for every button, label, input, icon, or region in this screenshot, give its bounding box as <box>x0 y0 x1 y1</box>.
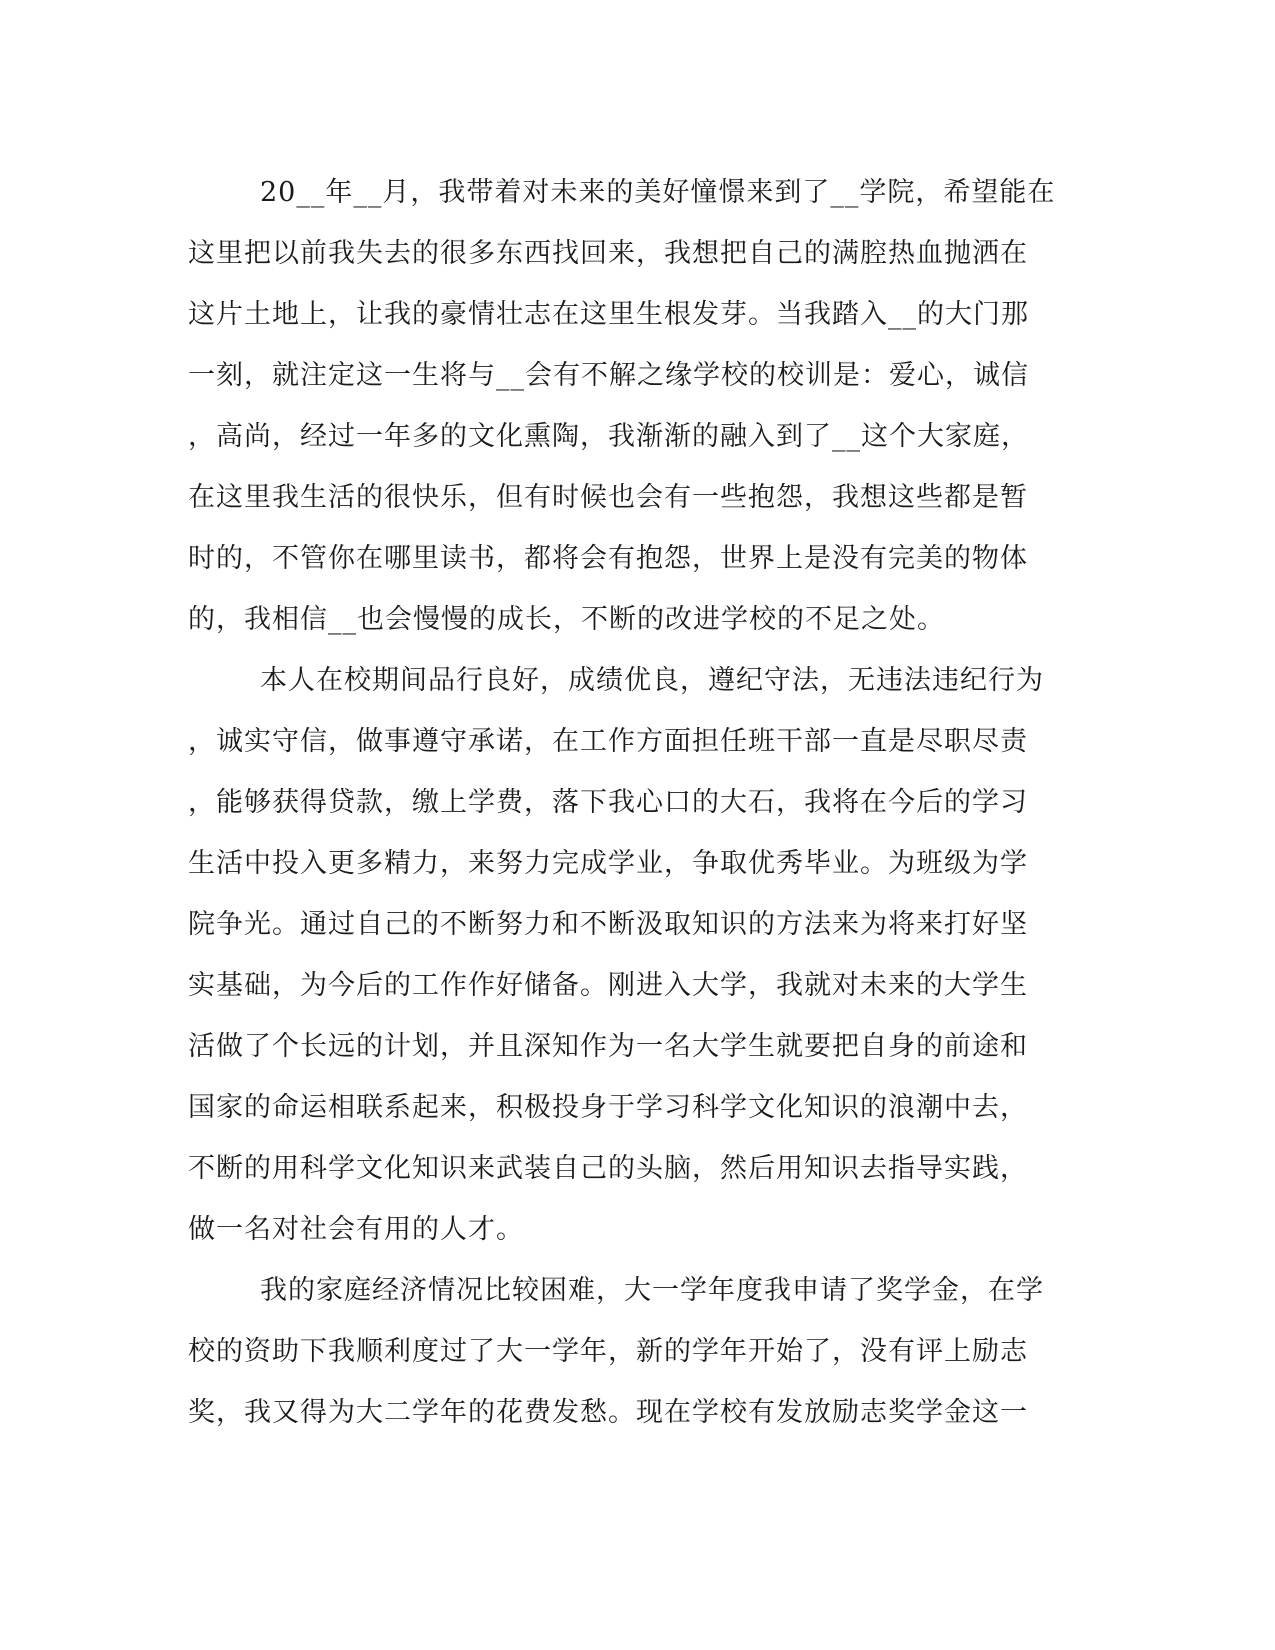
paragraph-2 <box>188 650 1068 1260</box>
text-line: 时的，不管你在哪里读书，都将会有抱怨，世界上是没有完美的物体 <box>188 543 1028 574</box>
text-line: 校的资助下我顺利度过了大一学年，新的学年开始了，没有评上励志 <box>188 1336 1028 1367</box>
paragraph-3 <box>188 1260 1068 1443</box>
text-line: ，高尚，经过一年多的文化熏陶，我渐渐的融入到了__这个大家庭， <box>188 421 1029 452</box>
text-line: 国家的命运相联系起来，积极投身于学习科学文化知识的浪潮中去， <box>188 1092 1028 1123</box>
paragraph-1 <box>188 162 1068 650</box>
text-line: 不断的用科学文化知识来武装自己的头脑，然后用知识去指导实践， <box>188 1153 1028 1184</box>
text-line: 实基础，为今后的工作作好储备。刚进入大学，我就对未来的大学生 <box>188 970 1028 1001</box>
text-line: 院争光。通过自己的不断努力和不断汲取知识的方法来为将来打好坚 <box>188 909 1028 940</box>
text-line: 奖，我又得为大二学年的花费发愁。现在学校有发放励志奖学金这一 <box>188 1397 1028 1428</box>
text-line: 一刻，就注定这一生将与__会有不解之缘学校的校训是：爱心，诚信 <box>188 360 1029 391</box>
text-line: 我的家庭经济情况比较困难，大一学年度我申请了奖学金，在学 <box>260 1275 1044 1306</box>
text-line: 活做了个长远的计划，并且深知作为一名大学生就要把自身的前途和 <box>188 1031 1028 1062</box>
text-line: 在这里我生活的很快乐，但有时候也会有一些抱怨，我想这些都是暂 <box>188 482 1028 513</box>
text-line: 生活中投入更多精力，来努力完成学业，争取优秀毕业。为班级为学 <box>188 848 1028 879</box>
text-line: 20__年__月，我带着对未来的美好憧憬来到了__学院，希望能在 <box>260 177 1056 208</box>
text-line: ，诚实守信，做事遵守承诺，在工作方面担任班干部一直是尽职尽责 <box>188 726 1028 757</box>
body-text <box>188 162 1068 1443</box>
text-line: 这片土地上，让我的豪情壮志在这里生根发芽。当我踏入__的大门那 <box>188 299 1029 330</box>
text-line: 本人在校期间品行良好，成绩优良，遵纪守法，无违法违纪行为 <box>260 665 1044 696</box>
text-line: 这里把以前我失去的很多东西找回来，我想把自己的满腔热血抛洒在 <box>188 238 1028 269</box>
text-line: 的，我相信__也会慢慢的成长，不断的改进学校的不足之处。 <box>188 604 945 635</box>
text-line: ，能够获得贷款，缴上学费，落下我心口的大石，我将在今后的学习 <box>188 787 1028 818</box>
text-line: 做一名对社会有用的人才。 <box>188 1214 524 1245</box>
